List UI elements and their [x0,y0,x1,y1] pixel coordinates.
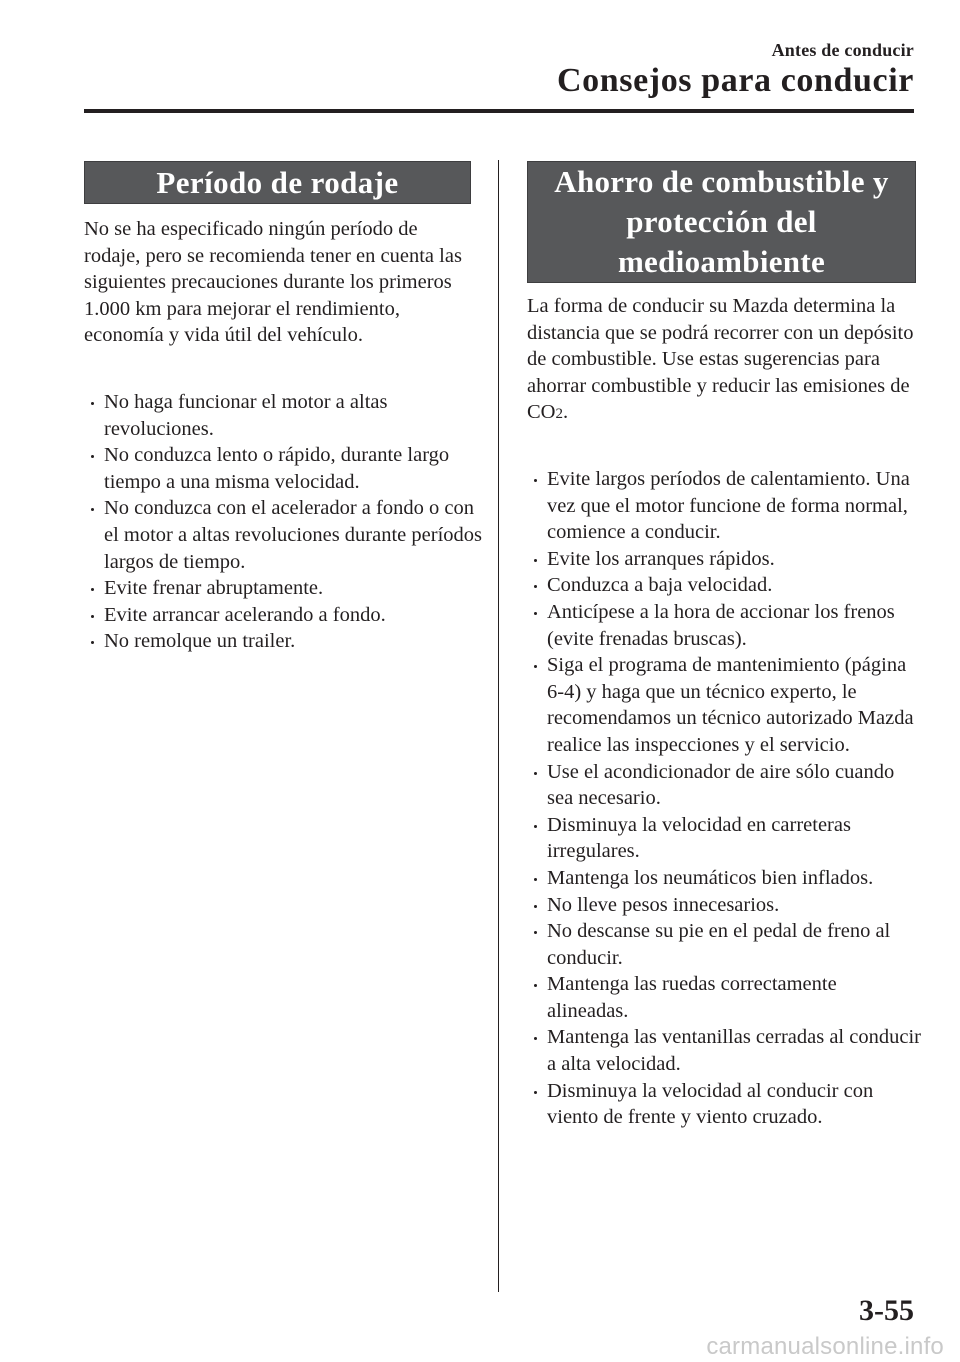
list-item: Evite frenar abruptamente. [84,575,484,602]
list-item: Disminuya la velocidad en carreteras irregulares. [527,812,922,865]
fuel-saving-intro-text: La forma de conducir su Mazda determina la distancia que se podrá recorrer con un depósito de combustible. Use estas sugerencias para ahorrar combustible y reducir las emisiones de CO [527,295,914,424]
chapter-title: Antes de conducir [771,40,914,60]
header-rule [84,109,914,113]
list-item: No conduzca lento o rápido, durante largo tiempo a una misma velocidad. [84,442,484,495]
break-in-list [84,389,484,655]
fuel-saving-list [527,466,922,1131]
list-item: Mantenga los neumáticos bien inflados. [527,865,922,892]
break-in-intro: No se ha especificado ningún período de rodaje, pero se recomienda tener en cuenta las siguientes precauciones durante los primeros 1.000 km para mejorar el rendimiento, economía y vida útil del vehículo. [84,218,462,347]
list-item: Mantenga las ruedas correctamente alineadas. [527,971,922,1024]
list-item: Siga el programa de mantenimiento (página 6-4) y haga que un técnico experto, le recomendamos un técnico autorizado Mazda realice las inspecciones y el servicio. [527,652,922,758]
list-item: Evite largos períodos de calentamiento. Una vez que el motor funcione de forma normal, comience a conducir. [527,466,922,546]
list-item: No remolque un trailer. [84,628,484,655]
list-item: No conduzca con el acelerador a fondo o con el motor a altas revoluciones durante períodos largos de tiempo. [84,495,484,575]
page-number: 3-55 [859,1294,914,1327]
list-item: Anticípese a la hora de accionar los frenos (evite frenadas bruscas). [527,599,922,652]
break-in-heading: Período de rodaje [84,161,471,204]
section-title: Consejos para conducir [557,62,914,99]
watermark-link[interactable]: carmanualsonline.info [706,1333,944,1360]
intro-period: . [562,401,569,424]
co2-subscript: 2 [555,406,563,423]
column-divider [498,160,499,1292]
list-item: Mantenga las ventanillas cerradas al conducir a alta velocidad. [527,1024,922,1077]
list-item: Disminuya la velocidad al conducir con viento de frente y viento cruzado. [527,1078,922,1131]
list-item: No lleve pesos innecesarios. [527,892,922,919]
fuel-saving-intro [527,293,927,428]
list-item: Use el acondicionador de aire sólo cuando sea necesario. [527,759,922,812]
list-item: No haga funcionar el motor a altas revoluciones. [84,389,484,442]
list-item: Conduzca a baja velocidad. [527,572,922,599]
list-item: Evite los arranques rápidos. [527,546,922,573]
fuel-saving-heading: Ahorro de combustible y protección del medioambiente [527,161,916,283]
list-item: No descanse su pie en el pedal de freno al conducir. [527,918,922,971]
list-item: Evite arrancar acelerando a fondo. [84,602,484,629]
